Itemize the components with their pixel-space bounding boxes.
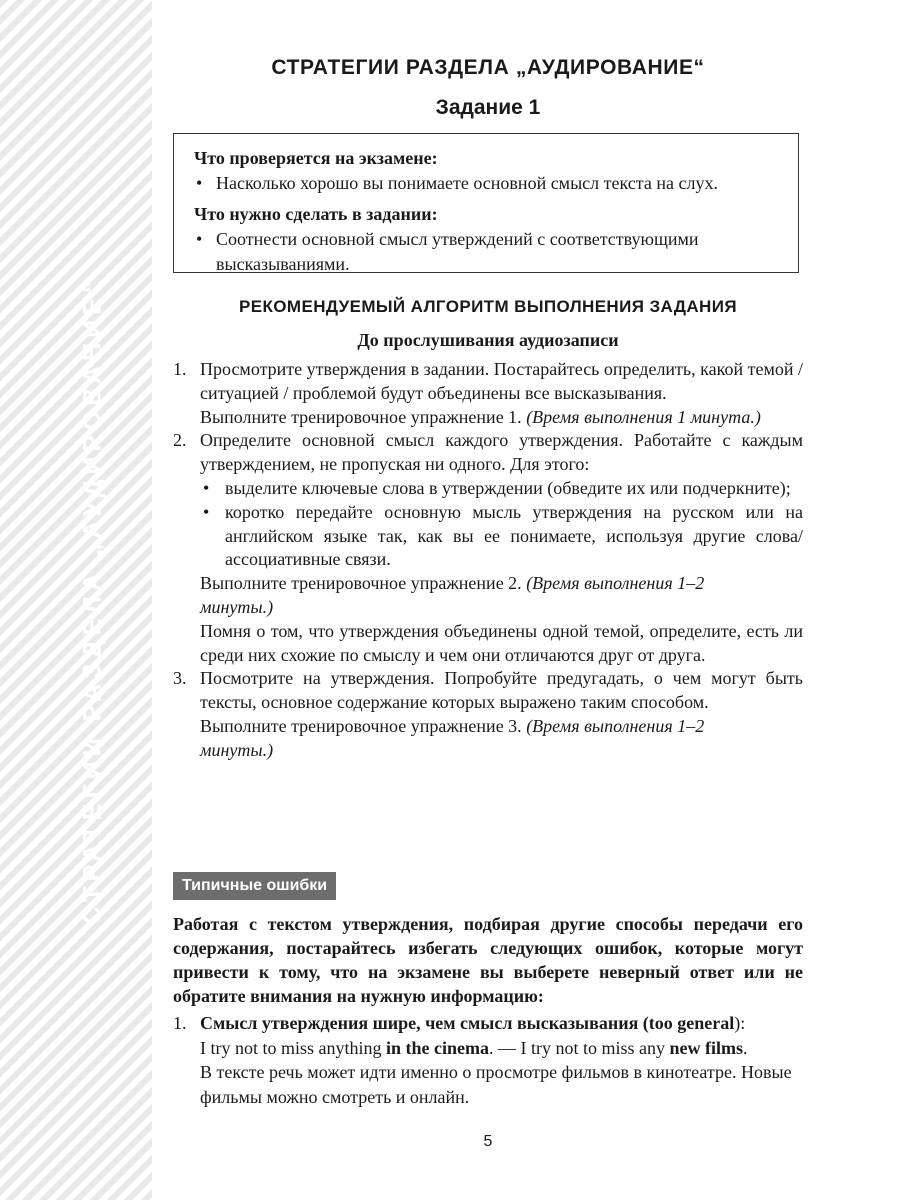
step-3 bbox=[173, 667, 803, 762]
example-end: . bbox=[743, 1037, 748, 1058]
step-1 bbox=[173, 358, 803, 429]
step-number: 2. bbox=[173, 430, 187, 451]
example-bold: in the cinema bbox=[386, 1037, 489, 1058]
step-number: 1. bbox=[173, 359, 187, 379]
side-stripe bbox=[0, 0, 152, 1200]
step-exercise bbox=[200, 572, 803, 620]
page-title: СТРАТЕГИИ РАЗДЕЛА „АУДИРОВАНИЕ“ bbox=[271, 56, 705, 79]
info-box bbox=[173, 133, 799, 273]
step-text: Посмотрите на утверждения. Попробуйте предугадать, о чем могут быть тексты, основное содержание которых выражено таким способом. bbox=[200, 668, 803, 713]
steps-list bbox=[173, 358, 803, 763]
step-2 bbox=[173, 429, 803, 667]
step-note: Помня о том, что утверждения объединены одной темой, определите, есть ли среди них схожие по смыслу и чем они отличаются друг от друга. bbox=[200, 620, 803, 665]
box-bullet-2: • Соотнести основной смысл утверждений с соответствующими высказываниями. bbox=[194, 227, 778, 277]
example-bold: new films bbox=[669, 1037, 743, 1058]
error-title-end: ): bbox=[734, 1013, 746, 1033]
example-part: . — I try not to miss any bbox=[489, 1037, 670, 1058]
side-title: СТРАТЕГИИ РАЗДЕЛА „АУДИРОВАНИЕ“ bbox=[78, 275, 107, 925]
step-exercise bbox=[200, 715, 803, 763]
step-exercise bbox=[200, 406, 803, 430]
step-bullet: • выделите ключевые слова в утверждении (обведите их или подчеркните); bbox=[200, 477, 803, 501]
typical-errors-badge: Типичные ошибки bbox=[173, 872, 336, 900]
box-bullet-1: • Насколько хорошо вы понимаете основной смысл текста на слух. bbox=[194, 171, 778, 196]
page-number: 5 bbox=[483, 1133, 493, 1150]
box-question-1: Что проверяется на экзамене: bbox=[194, 148, 438, 168]
step-text: Просмотрите утверждения в задании. Постарайтесь определить, какой темой / ситуацией / проблемой будут объединены все высказывания. bbox=[200, 359, 803, 403]
exercise-time: (Время выполнения 1 минута.) bbox=[526, 406, 761, 427]
error-item-1 bbox=[173, 1011, 830, 1109]
exercise-time: (Время выполнения 1–2 минуты.) bbox=[200, 573, 705, 617]
box-question-2: Что нужно сделать в задании: bbox=[194, 204, 438, 224]
error-explanation: В тексте речь может идти именно о просмотре фильмов в кинотеатре. Новые фильмы можно смотреть и онлайн. bbox=[200, 1062, 792, 1107]
error-title bbox=[200, 1011, 830, 1036]
step-text: Определите основной смысл каждого утверждения. Работайте с каждым утверждением, не пропуская ни одного. Для этого: bbox=[200, 430, 803, 475]
step-number: 3. bbox=[173, 668, 187, 689]
exercise-text: Выполните тренировочное упражнение 2. bbox=[200, 573, 522, 594]
exercise-text: Выполните тренировочное упражнение 1. bbox=[200, 406, 522, 427]
algorithm-title: РЕКОМЕНДУЕМЫЙ АЛГОРИТМ ВЫПОЛНЕНИЯ ЗАДАНИЯ bbox=[239, 297, 737, 316]
example-part: I try not to miss anything bbox=[200, 1037, 386, 1058]
exercise-time: (Время выполнения 1–2 минуты.) bbox=[200, 715, 705, 760]
exercise-text: Выполните тренировочное упражнение 3. bbox=[200, 715, 522, 736]
task-title: Задание 1 bbox=[435, 96, 541, 119]
step-bullet: • коротко передайте основную мысль утверждения на русском или на английском языке так, как вы ее понимаете, используя другие слова/ассоциативные связи. bbox=[200, 501, 803, 572]
error-title-text: Смысл утверждения шире, чем смысл высказывания ( bbox=[200, 1013, 649, 1033]
errors-intro: Работая с текстом утверждения, подбирая другие способы передачи его содержания, постарайтесь избегать следующих ошибок, которые могут привести к тому, что на экзамене вы выберете неверный ответ или не обратите внимания на нужную информацию: bbox=[173, 914, 803, 1006]
error-example bbox=[200, 1036, 830, 1061]
error-term: too general bbox=[648, 1013, 735, 1033]
before-listening-title: До прослушивания аудиозаписи bbox=[357, 330, 619, 350]
error-number: 1. bbox=[173, 1013, 187, 1033]
